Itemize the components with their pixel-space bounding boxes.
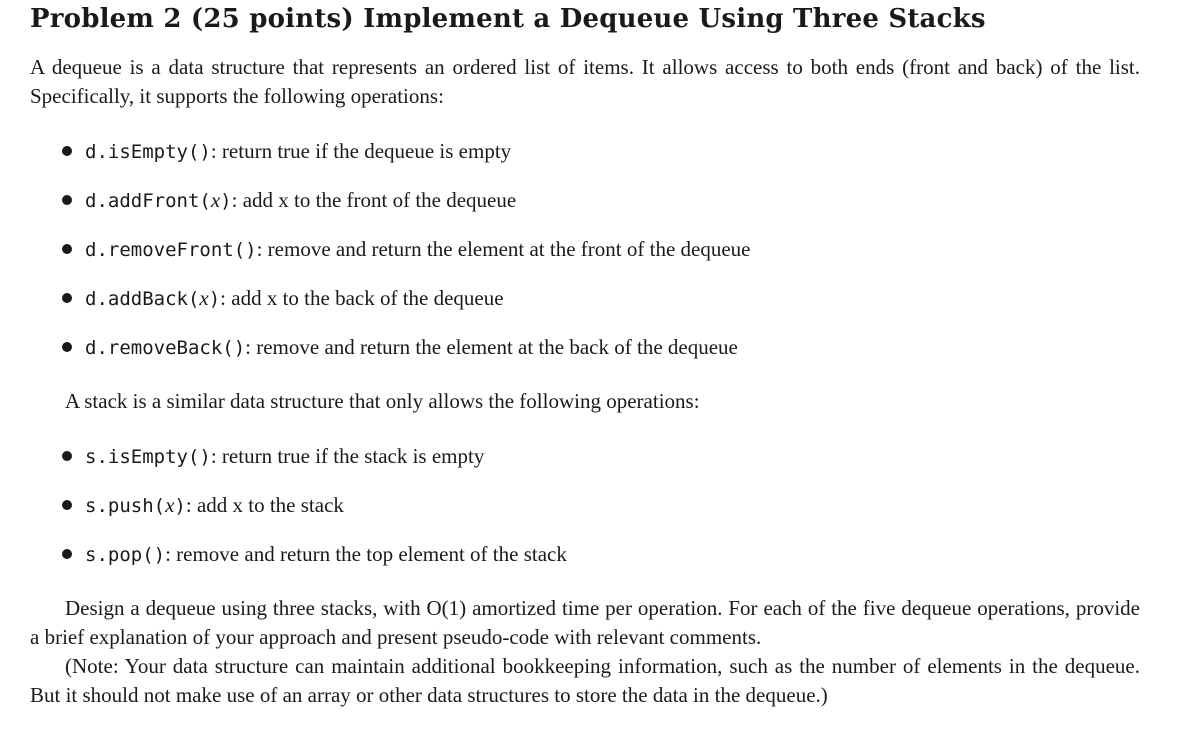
bullet-icon [62,549,72,559]
stack-op-pop: s.pop(): remove and return the top element of the stack [62,539,567,569]
problem-title: Problem 2 (25 points) Implement a Dequeue Using Three Stacks [30,4,986,34]
design-paragraph: Design a dequeue using three stacks, with O(1) amortized time per operation. For each of the five dequeue operations, provide a brief explanation of your approach and present pseudo-code with relevant comments. [30,596,1140,649]
bullet-icon [62,293,72,303]
bullet-icon [62,195,72,205]
dequeue-op-addfront: d.addFront(x): add x to the front of the dequeue [62,185,516,215]
stack-op-isempty: s.isEmpty(): return true if the stack is empty [62,441,484,471]
bullet-icon [62,451,72,461]
dequeue-op-addback: d.addBack(x): add x to the back of the dequeue [62,283,504,313]
dequeue-op-isempty: d.isEmpty(): return true if the dequeue is empty [62,136,511,166]
stack-op-push: s.push(x): add x to the stack [62,490,344,520]
bullet-icon [62,146,72,156]
intro-paragraph: A dequeue is a data structure that represents an ordered list of items. It allows access to both ends (front and back) of the list. Specifically, it supports the following operations: [30,55,1140,108]
dequeue-op-removefront: d.removeFront(): remove and return the element at the front of the dequeue [62,234,750,264]
bullet-icon [62,342,72,352]
bullet-icon [62,244,72,254]
bullet-icon [62,500,72,510]
dequeue-op-removeback: d.removeBack(): remove and return the element at the back of the dequeue [62,332,738,362]
note-paragraph: (Note: Your data structure can maintain additional bookkeeping information, such as the number of elements in the dequeue. But it should not make use of an array or other data structures to store the data in the dequeue.) [30,654,1140,707]
stack-intro: A stack is a similar data structure that only allows the following operations: [65,389,700,413]
